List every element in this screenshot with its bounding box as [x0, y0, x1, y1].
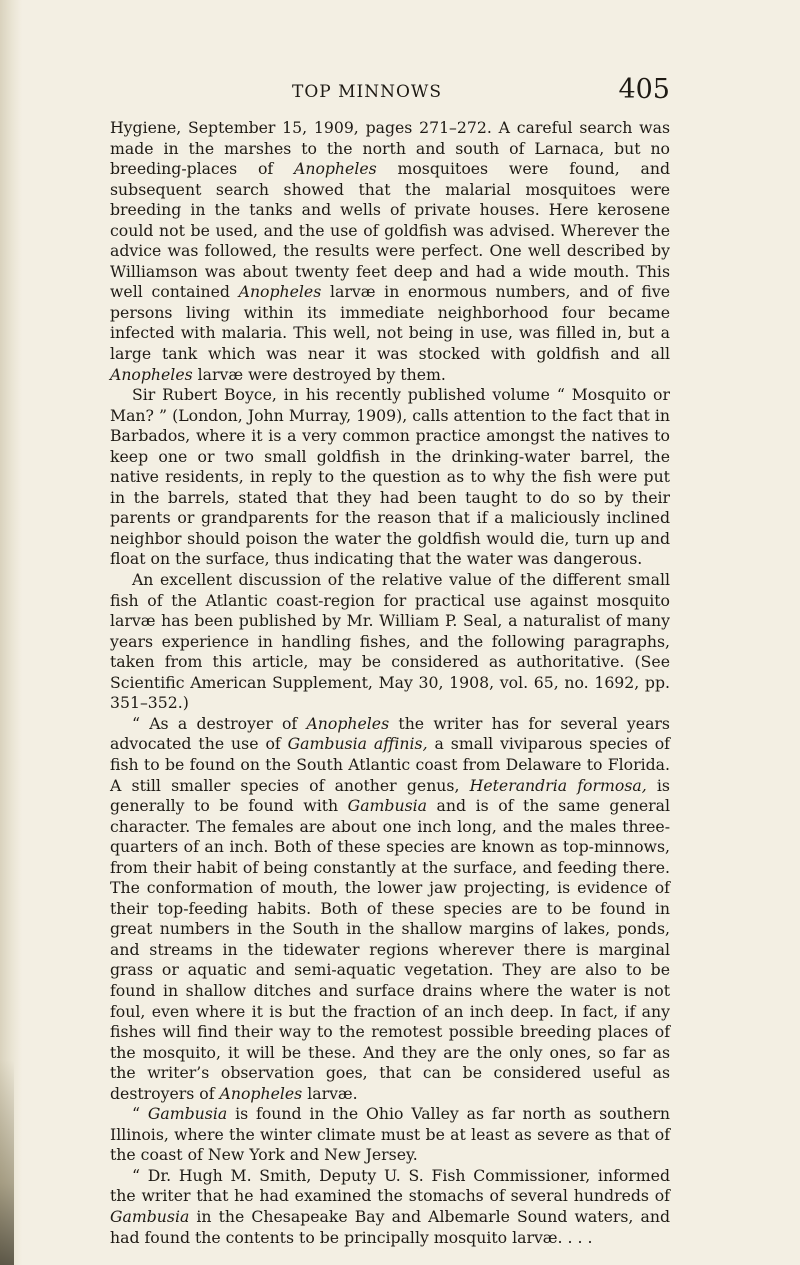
- text-run: is found in the Ohio Valley as far north as southern Illinois, where the winter climate must be at least as severe as that of the coast of New York and New Jersey.: [110, 1104, 670, 1165]
- italic-term: Gambusia affinis,: [287, 734, 428, 754]
- text-run: is generally to be found with: [110, 775, 670, 816]
- text-run: and is of the same general character. The females are about one inch long, and the males three-quarters of an inch. Both of these species are known as top-minnows, from their habit of being constantly at the surface, and feeding there. The conformation of mouth, the lower jaw projecting, is evidence of their top-feeding habits. Both of these species are to be found in great numbers in the South in the shallow margins of lakes, ponds, and streams in the tidewater regions wherever there is marginal grass or aquatic and semi-aquatic vegetation. They are also to be found in shallow ditches and surface drains where the water is not foul, even where it is but the fraction of an inch deep. In fact, if any fishes will find their way to the remotest possible breeding places of the mosquito, it will be these. And they are the only ones, so far as the writer’s observation goes, that can be considered useful as destroyers of: [110, 796, 670, 1103]
- paragraph-2: Sir Rubert Boyce, in his recently published volume “ Mosquito or Man? ” (London, John Murray, 1909), calls attention to the fact that in Barbados, where it is a very common practice amongst the natives to keep one or two small goldfish in the drinking-water barrel, the native residents, in reply to the question as to why the fish were put in the barrels, stated that they had been taught to do so by their parents or grandparents for the reason that if a maliciously inclined neighbor should poison the water the goldfish would die, turn up and float on the surface, thus indicating that the water was dangerous.: [110, 385, 670, 569]
- text-run: mosquitoes were found, and subsequent search showed that the malarial mosquitoes were breeding in the tanks and wells of private houses. Here kerosene could not be used, and the use of goldfish was advised. Wherever the advice was followed, the results were perfect. One well described by Williamson was about twenty feet deep and had a wide mouth. This well contained: [110, 159, 671, 302]
- italic-term: Anopheles: [294, 159, 377, 179]
- page-body: [110, 118, 670, 1248]
- italic-term: Gambusia: [347, 796, 427, 816]
- italic-term: Anopheles: [238, 282, 322, 302]
- page-number: 405: [618, 74, 670, 105]
- italic-term: Anopheles: [306, 713, 390, 733]
- italic-term: Heterandria formosa,: [469, 775, 647, 795]
- italic-term: Gambusia: [110, 1206, 190, 1226]
- paragraph-4: [110, 714, 670, 1104]
- paragraph-1: [110, 118, 670, 385]
- paragraph-6: [110, 1166, 670, 1248]
- page-header: [110, 74, 670, 110]
- text-run: “ Dr. Hugh M. Smith, Deputy U. S. Fish Commissioner, informed the writer that he had examined the stomachs of several hundreds of: [110, 1165, 670, 1206]
- running-head: TOP MINNOWS: [292, 82, 443, 102]
- paragraph-3: An excellent discussion of the relative value of the different small fish of the Atlantic coast-region for practical use against mosquito larvæ has been published by Mr. William P. Seal, a naturalist of many years experience in handling fishes, and the following paragraphs, taken from this article, may be considered as authoritative. (See Scientific American Supplement, May 30, 1908, vol. 65, no. 1692, pp. 351–352.): [110, 570, 670, 713]
- text-run: “: [131, 1104, 148, 1124]
- italic-term: Anopheles: [219, 1083, 303, 1103]
- text-run: larvæ.: [302, 1083, 358, 1103]
- paragraph-5: [110, 1104, 670, 1166]
- page-edge-shadow: [0, 1060, 14, 1265]
- italic-term: Gambusia: [147, 1104, 228, 1124]
- text-run: a small viviparous species of fish to be found on the South Atlantic coast from Delaware to Florida. A still smaller species of another genus,: [110, 734, 670, 795]
- text-run: the writer has for several years advocated the use of: [110, 713, 670, 754]
- text-run: “ As a destroyer of: [131, 713, 307, 733]
- text-run: Hygiene, September 15, 1909, pages 271–272. A careful search was made in the marshes to the north and south of Larnaca, but no breeding-places of: [110, 118, 670, 179]
- text-run: larvæ in enormous numbers, and of five persons living within its immediate neighborhood four became infected with malaria. This well, not being in use, was filled in, but a large tank which was near it was stocked with goldfish and all: [110, 282, 670, 364]
- text-run: in the Chesapeake Bay and Albemarle Sound waters, and had found the contents to be principally mosquito larvæ. . . .: [110, 1206, 670, 1247]
- italic-term: Anopheles: [110, 364, 193, 384]
- text-run: larvæ were destroyed by them.: [192, 364, 446, 384]
